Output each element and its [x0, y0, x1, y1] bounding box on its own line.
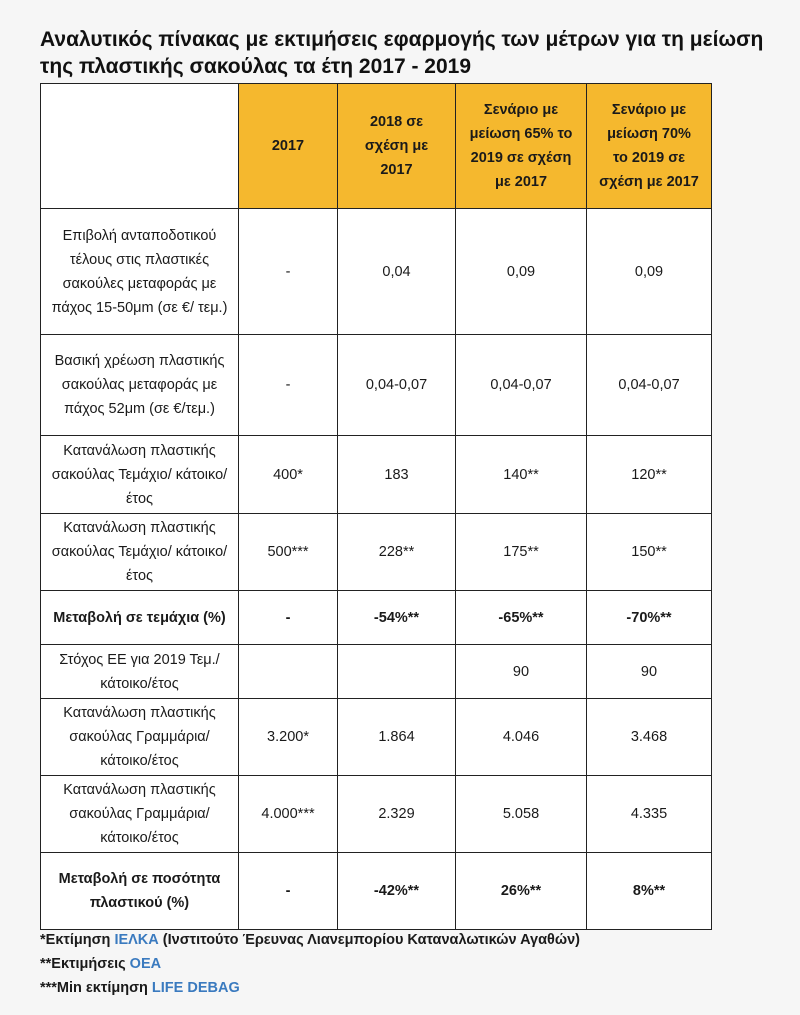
table-row — [41, 853, 712, 930]
cell-2017: 400* — [239, 436, 338, 514]
cell-2017: - — [239, 335, 338, 436]
cell-scenario-65: 26%** — [456, 853, 587, 930]
cell-scenario-65: 90 — [456, 645, 587, 699]
cell-scenario-70: 3.468 — [587, 699, 712, 776]
footnote — [40, 976, 580, 1000]
footnote — [40, 928, 580, 952]
header-cell-2017: 2017 — [239, 84, 338, 209]
cell-scenario-70: 90 — [587, 645, 712, 699]
row-label: Επιβολή ανταποδοτικού τέλους στις πλαστικές σακούλες μεταφοράς με πάχος 15-50μm (σε €/ τεμ.) — [41, 209, 239, 335]
cell-2017: 4.000*** — [239, 776, 338, 853]
cell-2018: 2.329 — [338, 776, 456, 853]
cell-scenario-65: 5.058 — [456, 776, 587, 853]
cell-scenario-65: 0,09 — [456, 209, 587, 335]
table-row — [41, 776, 712, 853]
cell-2017: 3.200* — [239, 699, 338, 776]
table-row — [41, 209, 712, 335]
row-label: Βασική χρέωση πλαστικής σακούλας μεταφοράς με πάχος 52μm (σε €/τεμ.) — [41, 335, 239, 436]
cell-scenario-70: 120** — [587, 436, 712, 514]
header-cell-empty — [41, 84, 239, 209]
cell-2018: -42%** — [338, 853, 456, 930]
cell-2018: -54%** — [338, 591, 456, 645]
row-label: Κατανάλωση πλαστικής σακούλας Τεμάχιο/ κάτοικο/έτος — [41, 514, 239, 591]
table-row — [41, 436, 712, 514]
cell-2018: 0,04 — [338, 209, 456, 335]
cell-2017: - — [239, 853, 338, 930]
row-label: Κατανάλωση πλαστικής σακούλας Τεμάχιο/ κάτοικο/έτος — [41, 436, 239, 514]
cell-2017: - — [239, 591, 338, 645]
cell-scenario-65: 140** — [456, 436, 587, 514]
table-row — [41, 514, 712, 591]
cell-scenario-70: -70%** — [587, 591, 712, 645]
cell-scenario-70: 150** — [587, 514, 712, 591]
cell-scenario-65: 4.046 — [456, 699, 587, 776]
header-row — [41, 84, 712, 209]
footnote-link-life-debag[interactable]: LIFE DEBAG — [151, 980, 240, 996]
cell-2018: 183 — [338, 436, 456, 514]
footnote-link-ielka[interactable]: ΙΕΛΚΑ — [114, 932, 159, 948]
row-label: Μεταβολή σε τεμάχια (%) — [41, 591, 239, 645]
cell-2018: 1.864 — [338, 699, 456, 776]
cell-scenario-65: -65%** — [456, 591, 587, 645]
header-cell-scenario-70: Σενάριο με μείωση 70% το 2019 σε σχέση με 2017 — [587, 84, 712, 209]
cell-2018: 228** — [338, 514, 456, 591]
cell-2018 — [338, 645, 456, 699]
cell-2017: - — [239, 209, 338, 335]
footnote-suffix: (Ινστιτούτο Έρευνας Λιανεμπορίου Καταναλωτικών Αγαθών) — [158, 932, 580, 948]
cell-2017: 500*** — [239, 514, 338, 591]
footnote-prefix: **Εκτιμήσεις — [40, 956, 130, 972]
row-label: Κατανάλωση πλαστικής σακούλας Γραμμάρια/ κάτοικο/έτος — [41, 776, 239, 853]
row-label: Κατανάλωση πλαστικής σακούλας Γραμμάρια/ κάτοικο/έτος — [41, 699, 239, 776]
row-label: Στόχος ΕΕ για 2019 Τεμ./κάτοικο/έτος — [41, 645, 239, 699]
table-row — [41, 645, 712, 699]
cell-scenario-65: 0,04-0,07 — [456, 335, 587, 436]
footnotes — [40, 928, 580, 1000]
table-row — [41, 699, 712, 776]
page-title: Αναλυτικός πίνακας με εκτιμήσεις εφαρμογής των μέτρων για τη μείωση της πλαστικής σακούλας τα έτη 2017 - 2019 — [40, 28, 764, 78]
header-cell-2018: 2018 σε σχέση με 2017 — [338, 84, 456, 209]
footnote-link-oea[interactable]: ΟΕΑ — [129, 956, 162, 972]
cell-2017 — [239, 645, 338, 699]
cell-scenario-65: 175** — [456, 514, 587, 591]
cell-scenario-70: 0,09 — [587, 209, 712, 335]
data-table — [40, 83, 712, 930]
cell-scenario-70: 8%** — [587, 853, 712, 930]
table-row — [41, 591, 712, 645]
cell-2018: 0,04-0,07 — [338, 335, 456, 436]
cell-scenario-70: 4.335 — [587, 776, 712, 853]
footnote-prefix: *Εκτίμηση — [40, 932, 115, 948]
table-row — [41, 335, 712, 436]
footnote-prefix: ***Min εκτίμηση — [40, 980, 152, 996]
footnote — [40, 952, 580, 976]
row-label: Μεταβολή σε ποσότητα πλαστικού (%) — [41, 853, 239, 930]
cell-scenario-70: 0,04-0,07 — [587, 335, 712, 436]
header-cell-scenario-65: Σενάριο με μείωση 65% το 2019 σε σχέση με 2017 — [456, 84, 587, 209]
